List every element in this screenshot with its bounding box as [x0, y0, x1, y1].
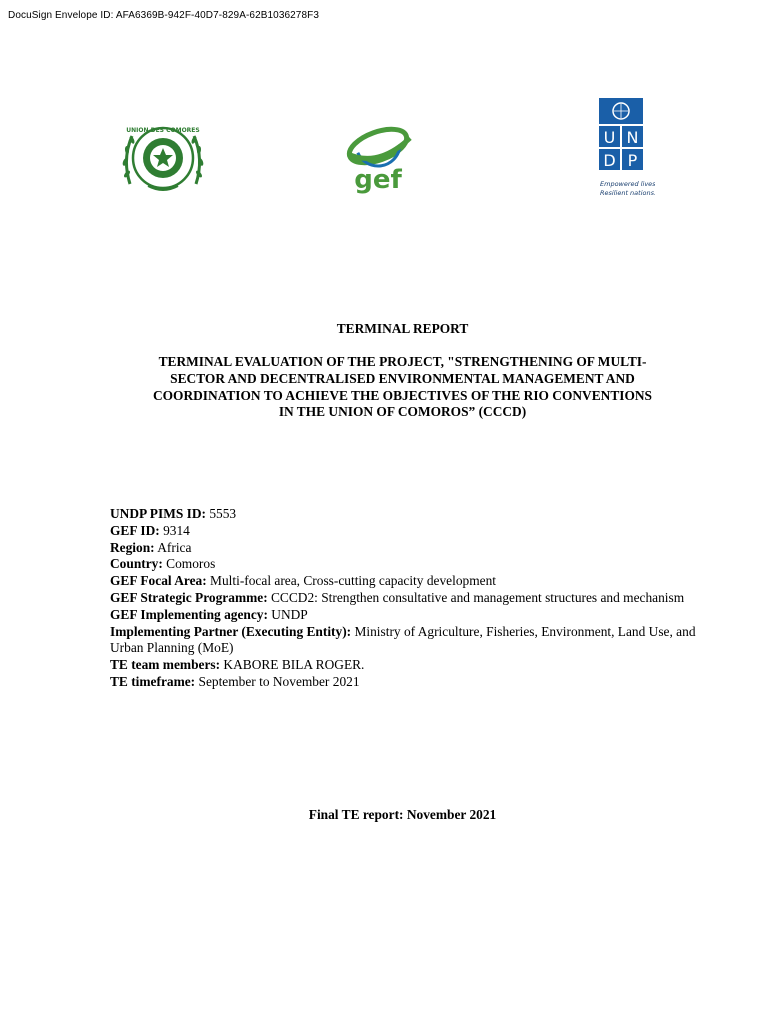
- field-te-team-members: [110, 657, 705, 674]
- field-value: Multi-focal area, Cross-cutting capacity development: [206, 573, 496, 589]
- field-label: Region:: [110, 539, 155, 555]
- field-value: 9314: [159, 522, 190, 538]
- undp-tagline-2: Resilient nations.: [600, 189, 655, 197]
- report-title: TERMINAL REPORT: [336, 321, 469, 336]
- field-value: September to November 2021: [195, 673, 360, 689]
- undp-logo: [599, 98, 655, 200]
- field-label: GEF Strategic Programme:: [110, 589, 268, 605]
- field-value: UNDP: [267, 606, 308, 622]
- undp-logo-icon: [599, 98, 655, 200]
- field-gef-focal-area: [110, 573, 705, 590]
- seal-text: UNION DES COMORES: [126, 127, 200, 134]
- field-value: CCCD2: Strengthen consultative and management structures and mechanism: [267, 589, 685, 605]
- field-value: Comoros: [162, 556, 216, 572]
- field-label: GEF Focal Area:: [110, 573, 207, 589]
- field-label: UNDP PIMS ID:: [110, 506, 206, 521]
- field-gef-implementing-agency: [110, 607, 705, 624]
- field-value: Ministry of Agriculture, Fisheries, Environment, Land Use, and Urban Planning (MoE): [110, 623, 696, 656]
- evaluation-title-line: COORDINATION TO ACHIEVE THE OBJECTIVES OF THE RIO CONVENTIONS: [152, 387, 653, 403]
- docusign-envelope-id: DocuSign Envelope ID: AFA6369B-942F-40D7-829A-62B1036278F3: [8, 10, 319, 21]
- field-label: Implementing Partner (Executing Entity):: [110, 623, 352, 639]
- field-country: [110, 556, 705, 573]
- undp-letter-d: D: [603, 151, 616, 170]
- undp-letter-n: N: [626, 128, 639, 147]
- field-label: TE team members:: [110, 657, 221, 673]
- undp-tagline-1: Empowered lives.: [600, 180, 655, 188]
- gef-logo: [338, 116, 418, 196]
- field-implementing-partner: [110, 624, 705, 658]
- project-details: [110, 506, 705, 691]
- field-value: Africa: [154, 539, 192, 555]
- gef-wordmark: gef: [354, 165, 402, 195]
- evaluation-title-line: TERMINAL EVALUATION OF THE PROJECT, "STRENGTHENING OF MULTI-: [158, 354, 647, 369]
- gef-globe-icon: [338, 116, 418, 196]
- field-label: TE timeframe:: [110, 673, 196, 689]
- undp-letter-u: U: [603, 128, 616, 147]
- evaluation-title-line: SECTOR AND DECENTRALISED ENVIRONMENTAL MANAGEMENT AND: [170, 370, 635, 386]
- field-label: GEF ID:: [110, 522, 160, 538]
- comoros-seal-icon: [118, 114, 208, 204]
- evaluation-title-line: IN THE UNION OF COMOROS” (CCCD): [278, 404, 527, 420]
- field-gef-strategic-programme: [110, 590, 705, 607]
- undp-letter-p: P: [627, 151, 638, 170]
- field-label: GEF Implementing agency:: [110, 606, 268, 622]
- field-label: Country:: [110, 556, 163, 572]
- final-report-date: Final TE report: November 2021: [308, 807, 497, 822]
- field-value: KABORE BILA ROGER.: [220, 657, 365, 673]
- field-value: 5553: [205, 506, 237, 521]
- field-region: [110, 540, 705, 557]
- field-te-timeframe: [110, 674, 705, 691]
- field-gef-id: [110, 523, 705, 540]
- field-undp-pims-id: [110, 506, 705, 523]
- comoros-seal-logo: [118, 114, 208, 204]
- evaluation-title: [100, 354, 705, 421]
